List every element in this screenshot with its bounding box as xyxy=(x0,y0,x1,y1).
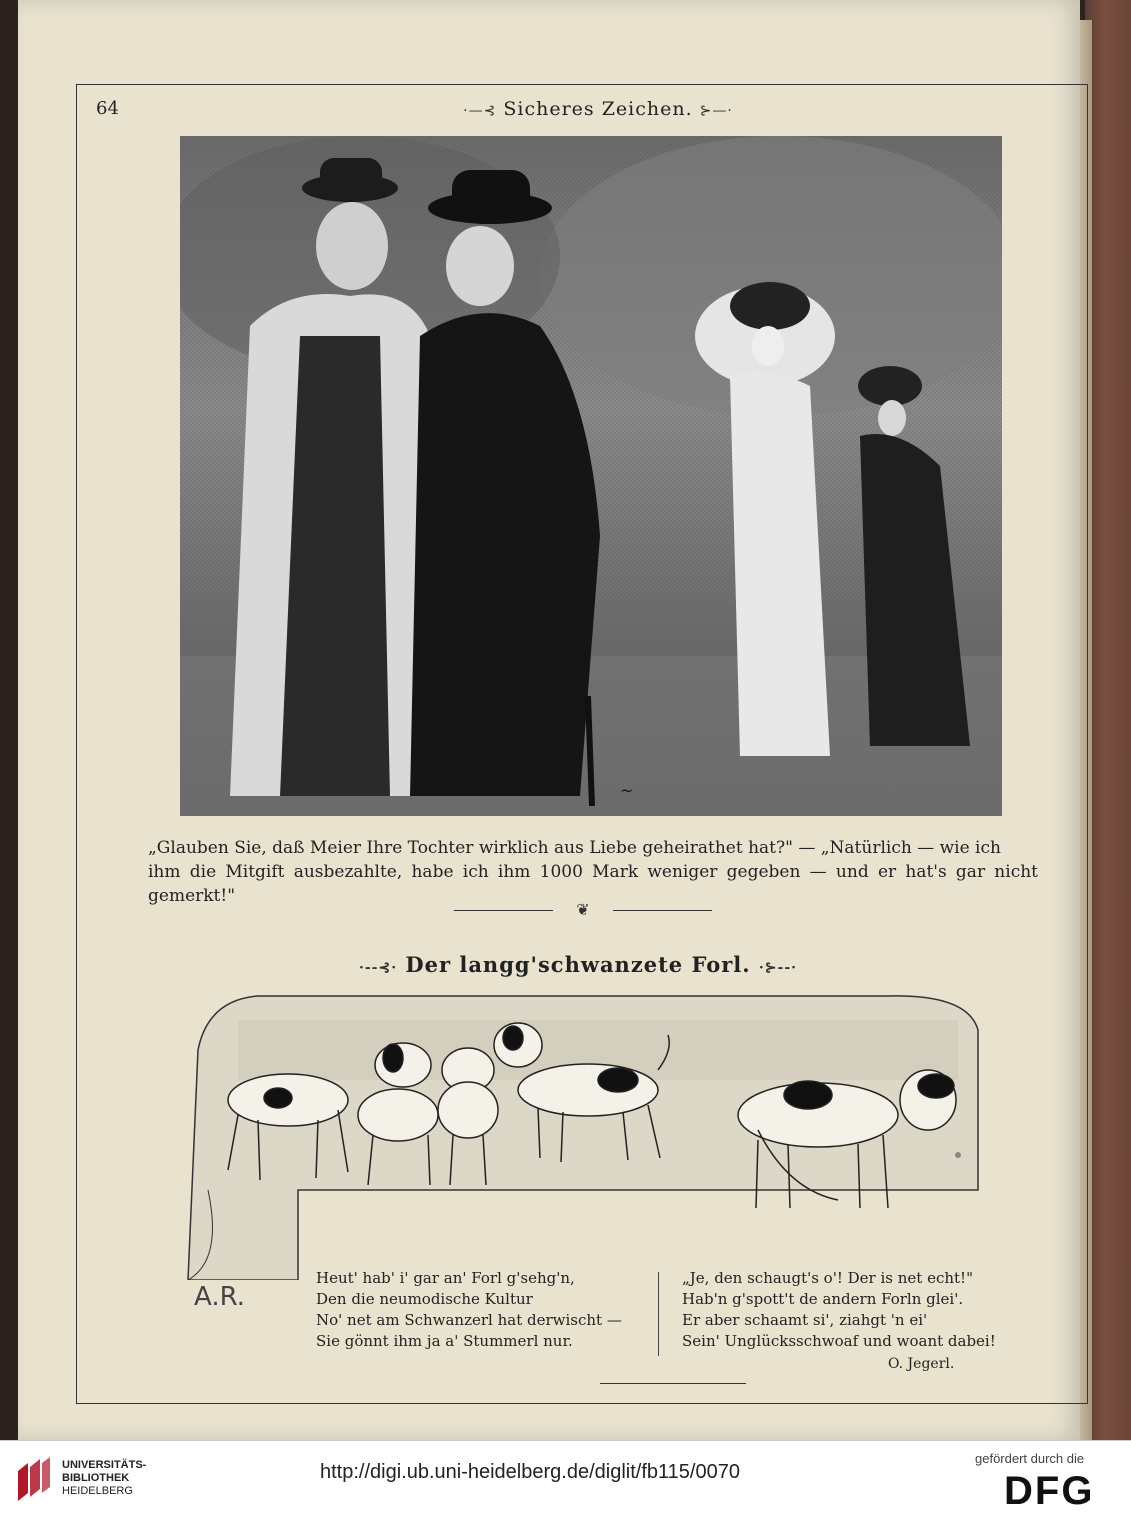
magazine-page xyxy=(18,0,1080,1440)
illustration-caption xyxy=(148,836,1038,908)
poem-stanza-left xyxy=(316,1268,622,1352)
funding-label: gefördert durch die xyxy=(975,1451,1085,1466)
dogs-drawing xyxy=(168,990,998,1280)
engraving-illustration xyxy=(180,136,1002,816)
poem-line: „Je, den schaugt's o'! Der is net echt!" xyxy=(682,1269,973,1287)
poem-author: O. Jegerl. xyxy=(888,1356,955,1372)
separator-ornament: ❦ xyxy=(553,900,613,919)
library-logo[interactable] xyxy=(14,1457,54,1505)
poem-ornament-left: ·--⊰· xyxy=(358,960,398,976)
page-number: 64 xyxy=(96,98,119,119)
end-rule xyxy=(600,1383,746,1384)
artist-signature: ~ xyxy=(620,781,634,800)
illustrator-signature: A.R. xyxy=(194,1282,245,1312)
caption-line-2: ihm die Mitgift ausbezahlte, habe ich ihm 1000 Mark weniger gegeben — und er hat's gar nicht gemerkt!" xyxy=(148,862,1038,906)
library-name-line-3: HEIDELBERG xyxy=(62,1485,133,1497)
library-name-line-1: UNIVERSITÄTS- xyxy=(62,1459,147,1471)
viewer-footer xyxy=(0,1440,1131,1522)
library-name-line-2: BIBLIOTHEK xyxy=(62,1472,130,1484)
section-title-text: Sicheres Zeichen. xyxy=(503,98,693,120)
poem-line: No' net am Schwanzerl hat derwischt — xyxy=(316,1311,622,1329)
engraving-drawing xyxy=(180,136,1002,816)
poem-line: Hab'n g'spott't de andern Forln glei'. xyxy=(682,1290,964,1308)
library-logo-icon xyxy=(14,1457,54,1505)
section-title xyxy=(438,98,758,120)
poem-ornament-right: ·⊱--· xyxy=(758,960,798,976)
poem-title-text: Der langg'schwanzete Forl. xyxy=(405,952,751,977)
library-name xyxy=(62,1459,146,1498)
dogs-illustration xyxy=(168,990,998,1280)
poem-stanza-right xyxy=(682,1268,996,1352)
poem-line: Sein' Unglücksschwoaf und woant dabei! xyxy=(682,1332,996,1350)
poem-divider xyxy=(658,1272,659,1356)
ornament-left: ·—⊰ xyxy=(463,103,497,119)
caption-line-1: „Glauben Sie, daß Meier Ihre Tochter wirklich aus Liebe geheirathet hat?" — „Natürlich — wie ich xyxy=(148,838,1001,858)
ornament-right: ⊱—· xyxy=(699,103,733,119)
poem-title xyxy=(318,952,838,977)
poem-line: Er aber schaamt si', ziahgt 'n ei' xyxy=(682,1311,928,1329)
permalink-url[interactable]: http://digi.ub.uni-heidelberg.de/diglit/fb115/0070 xyxy=(320,1461,740,1483)
poem-line: Heut' hab' i' gar an' Forl g'sehg'n, xyxy=(316,1269,575,1287)
poem-line: Sie gönnt ihm ja a' Stummerl nur. xyxy=(316,1332,573,1350)
poem-line: Den die neumodische Kultur xyxy=(316,1290,533,1308)
dfg-logo[interactable]: DFG xyxy=(1004,1469,1095,1513)
